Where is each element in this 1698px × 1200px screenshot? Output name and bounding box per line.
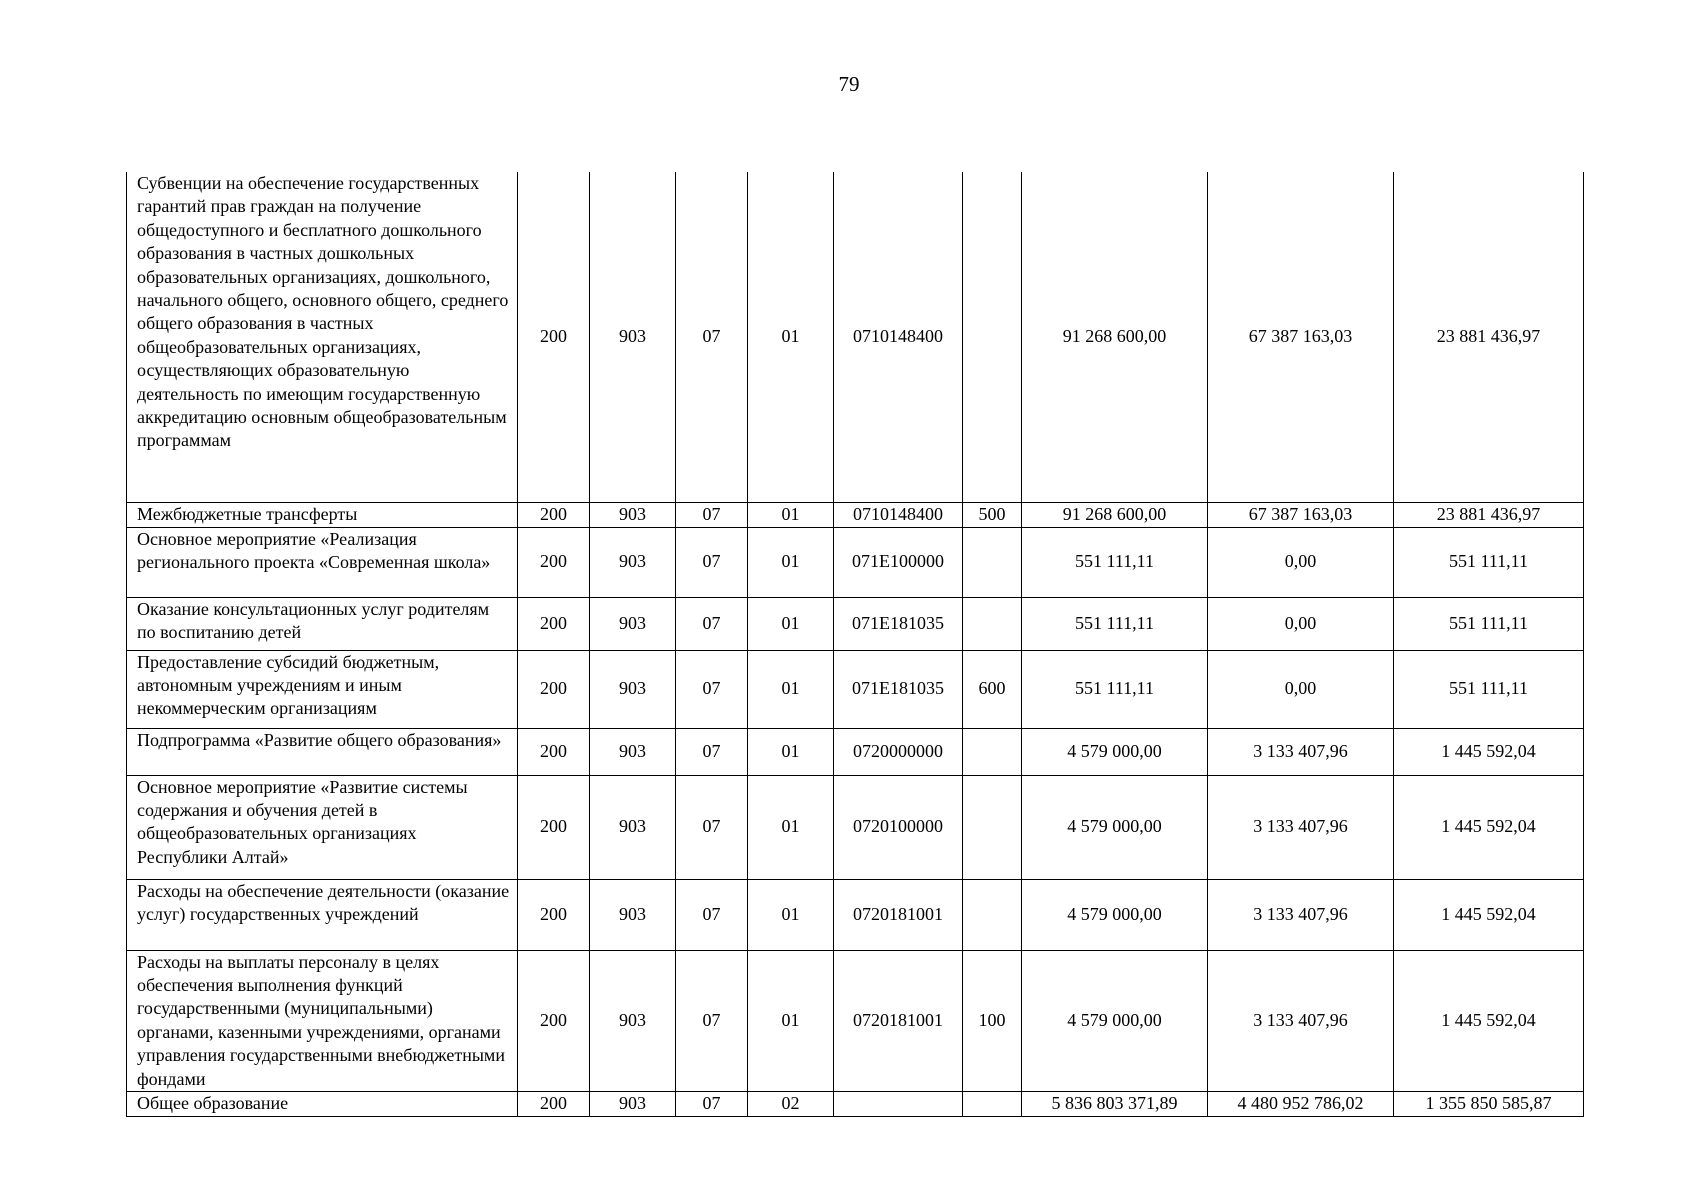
cell-expense-type: 600	[963, 650, 1022, 728]
cell-section: 07	[676, 728, 748, 775]
cell-admin-code: 903	[590, 1091, 676, 1116]
cell-executed-amount: 67 387 163,03	[1208, 172, 1394, 502]
cell-code: 200	[518, 650, 590, 728]
cell-admin-code: 903	[590, 650, 676, 728]
cell-section: 07	[676, 879, 748, 950]
cell-admin-code: 903	[590, 502, 676, 527]
cell-planned-amount: 91 268 600,00	[1022, 502, 1208, 527]
cell-admin-code: 903	[590, 597, 676, 650]
cell-executed-amount: 3 133 407,96	[1208, 879, 1394, 950]
cell-executed-amount: 67 387 163,03	[1208, 502, 1394, 527]
cell-target-article	[834, 1091, 963, 1116]
cell-subsection: 01	[748, 879, 834, 950]
cell-executed-amount: 3 133 407,96	[1208, 728, 1394, 775]
cell-planned-amount: 4 579 000,00	[1022, 775, 1208, 879]
cell-subsection: 01	[748, 650, 834, 728]
row-name: Подпрограмма «Развитие общего образования»	[127, 728, 518, 775]
cell-code: 200	[518, 728, 590, 775]
cell-remainder-amount: 1 445 592,04	[1394, 775, 1584, 879]
cell-subsection: 02	[748, 1091, 834, 1116]
row-name: Межбюджетные трансферты	[127, 502, 518, 527]
table-row	[127, 1091, 1584, 1116]
cell-target-article: 0720181001	[834, 950, 963, 1091]
page-number: 79	[838, 72, 860, 96]
cell-expense-type	[963, 728, 1022, 775]
cell-target-article: 0720181001	[834, 879, 963, 950]
cell-code: 200	[518, 172, 590, 502]
cell-code: 200	[518, 597, 590, 650]
row-name: Расходы на выплаты персоналу в целях обеспечения выполнения функций государственными (муниципальными) органами, казенными учреждениями, органами управления государственными внебюджетными фондами	[127, 950, 518, 1091]
cell-planned-amount: 551 111,11	[1022, 527, 1208, 597]
row-name: Расходы на обеспечение деятельности (оказание услуг) государственных учреждений	[127, 879, 518, 950]
cell-code: 200	[518, 879, 590, 950]
cell-section: 07	[676, 597, 748, 650]
cell-remainder-amount: 23 881 436,97	[1394, 172, 1584, 502]
cell-target-article: 0710148400	[834, 502, 963, 527]
cell-section: 07	[676, 1091, 748, 1116]
cell-admin-code: 903	[590, 172, 676, 502]
cell-subsection: 01	[748, 775, 834, 879]
cell-planned-amount: 91 268 600,00	[1022, 172, 1208, 502]
cell-subsection: 01	[748, 950, 834, 1091]
cell-admin-code: 903	[590, 728, 676, 775]
cell-remainder-amount: 23 881 436,97	[1394, 502, 1584, 527]
cell-target-article: 0720000000	[834, 728, 963, 775]
cell-subsection: 01	[748, 728, 834, 775]
cell-code: 200	[518, 1091, 590, 1116]
cell-expense-type	[963, 172, 1022, 502]
cell-subsection: 01	[748, 597, 834, 650]
table-row	[127, 527, 1584, 597]
cell-expense-type	[963, 879, 1022, 950]
cell-planned-amount: 551 111,11	[1022, 597, 1208, 650]
cell-planned-amount: 551 111,11	[1022, 650, 1208, 728]
cell-code: 200	[518, 775, 590, 879]
row-name: Основное мероприятие «Развитие системы содержания и обучения детей в общеобразовательных организациях Республики Алтай»	[127, 775, 518, 879]
cell-planned-amount: 5 836 803 371,89	[1022, 1091, 1208, 1116]
cell-section: 07	[676, 775, 748, 879]
cell-section: 07	[676, 650, 748, 728]
cell-target-article: 071E100000	[834, 527, 963, 597]
cell-planned-amount: 4 579 000,00	[1022, 950, 1208, 1091]
cell-target-article: 071E181035	[834, 650, 963, 728]
cell-admin-code: 903	[590, 950, 676, 1091]
cell-admin-code: 903	[590, 527, 676, 597]
table-row	[127, 172, 1584, 502]
cell-executed-amount: 0,00	[1208, 527, 1394, 597]
budget-table	[126, 172, 1584, 1117]
row-name: Оказание консультационных услуг родителям по воспитанию детей	[127, 597, 518, 650]
cell-admin-code: 903	[590, 775, 676, 879]
cell-expense-type	[963, 775, 1022, 879]
cell-executed-amount: 3 133 407,96	[1208, 775, 1394, 879]
table-row	[127, 775, 1584, 879]
cell-planned-amount: 4 579 000,00	[1022, 879, 1208, 950]
cell-target-article: 071E181035	[834, 597, 963, 650]
table-row	[127, 502, 1584, 527]
cell-executed-amount: 0,00	[1208, 597, 1394, 650]
cell-section: 07	[676, 172, 748, 502]
cell-code: 200	[518, 950, 590, 1091]
cell-code: 200	[518, 527, 590, 597]
cell-section: 07	[676, 527, 748, 597]
cell-subsection: 01	[748, 172, 834, 502]
table-row	[127, 950, 1584, 1091]
cell-subsection: 01	[748, 527, 834, 597]
cell-executed-amount: 0,00	[1208, 650, 1394, 728]
cell-section: 07	[676, 502, 748, 527]
table-row	[127, 650, 1584, 728]
cell-remainder-amount: 551 111,11	[1394, 527, 1584, 597]
cell-code: 200	[518, 502, 590, 527]
row-name: Субвенции на обеспечение государственных гарантий прав граждан на получение общедоступного и бесплатного дошкольного образования в частных дошкольных образовательных организациях, дошкольного, начального общего, основного общего, среднего общего образования в частных общеобразовательных организациях, осуществляющих образовательную деятельность по имеющим государственную аккредитацию основным общеобразовательным программам	[127, 172, 518, 502]
cell-expense-type	[963, 527, 1022, 597]
cell-remainder-amount: 1 445 592,04	[1394, 879, 1584, 950]
table-row	[127, 879, 1584, 950]
table-row	[127, 728, 1584, 775]
row-name: Общее образование	[127, 1091, 518, 1116]
cell-executed-amount: 4 480 952 786,02	[1208, 1091, 1394, 1116]
cell-remainder-amount: 1 445 592,04	[1394, 728, 1584, 775]
cell-remainder-amount: 551 111,11	[1394, 597, 1584, 650]
cell-admin-code: 903	[590, 879, 676, 950]
cell-section: 07	[676, 950, 748, 1091]
cell-expense-type: 100	[963, 950, 1022, 1091]
cell-subsection: 01	[748, 502, 834, 527]
cell-remainder-amount: 551 111,11	[1394, 650, 1584, 728]
table-row	[127, 597, 1584, 650]
cell-planned-amount: 4 579 000,00	[1022, 728, 1208, 775]
cell-remainder-amount: 1 445 592,04	[1394, 950, 1584, 1091]
cell-target-article: 0710148400	[834, 172, 963, 502]
cell-executed-amount: 3 133 407,96	[1208, 950, 1394, 1091]
cell-expense-type: 500	[963, 502, 1022, 527]
cell-expense-type	[963, 597, 1022, 650]
cell-remainder-amount: 1 355 850 585,87	[1394, 1091, 1584, 1116]
cell-expense-type	[963, 1091, 1022, 1116]
row-name: Предоставление субсидий бюджетным, автономным учреждениям и иным некоммерческим организациям	[127, 650, 518, 728]
table-body	[127, 172, 1584, 1116]
row-name: Основное мероприятие «Реализация регионального проекта «Современная школа»	[127, 527, 518, 597]
cell-target-article: 0720100000	[834, 775, 963, 879]
